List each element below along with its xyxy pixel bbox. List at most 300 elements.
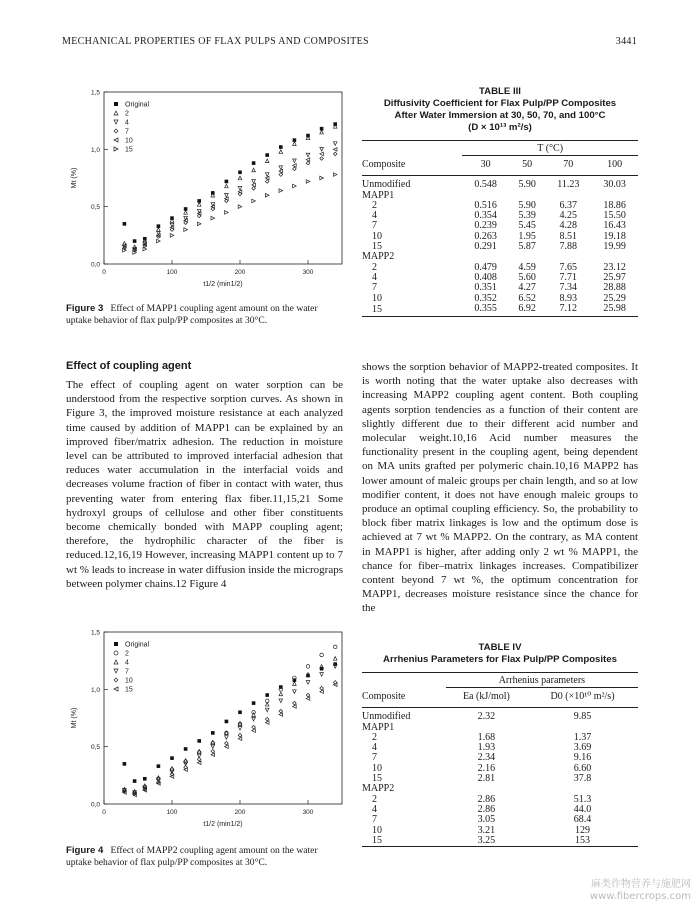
data-point bbox=[279, 150, 283, 154]
table-cell: 18.86 bbox=[603, 199, 626, 211]
legend-entry: Original bbox=[125, 641, 150, 649]
data-point bbox=[197, 749, 201, 753]
legend-marker bbox=[114, 120, 118, 124]
data-point bbox=[279, 189, 283, 193]
legend-marker bbox=[114, 102, 118, 106]
legend-entry: Original bbox=[125, 101, 150, 109]
legend-marker bbox=[114, 147, 118, 151]
data-point bbox=[265, 708, 269, 712]
table-row-label: 2 bbox=[372, 793, 377, 805]
data-point bbox=[184, 747, 188, 751]
table-row-label: MAPP1 bbox=[362, 189, 395, 201]
right-paragraph: shows the sorption behavior of MAPP2-treated composites. It is worth noting that the water uptake also decreases with increasing MAPP2 coupling agent content. Both coupling agents sorption tendencies as a function of their content are slightly different due to their different acid number and molecular weight.10,16 Acid number measures the functionality present in the coupling agent, being dependent on MA units grafted per polymeric chain.10,16 MAPP2 has lower amount of maleic groups per chain length, and so at low modifier content, it does not have enough maleic groups to produce an optimal coupling efficiency. So, the probability to block fiber matrix linkages is low and the optimum dose is achieved at 7 wt % MAPP2. On the contrary, as MA content in MAPP1 is higher, after adding only 2 wt % MAPP1, the chance for fiber–matrix linkages increases. Compatibilizer content beyond 7 wt %, the optimum concentration for MAPP1, decreases moisture resistance since the chance for the bbox=[362, 361, 638, 615]
series-10 bbox=[123, 681, 337, 796]
series-2 bbox=[123, 125, 337, 249]
figure-3-caption bbox=[66, 303, 344, 327]
data-point bbox=[265, 176, 269, 180]
data-point bbox=[279, 713, 283, 717]
figure-3-caption-text: Effect of MAPP1 coupling agent amount on the water uptake behavior of flax pulp/PP composites at 30°C. bbox=[66, 303, 318, 326]
table-row bbox=[362, 826, 638, 836]
table-cell: 8.51 bbox=[559, 230, 578, 242]
data-point bbox=[279, 692, 283, 696]
table-cell: 3.05 bbox=[477, 814, 496, 826]
data-point bbox=[265, 173, 269, 177]
table-row bbox=[362, 191, 638, 201]
table-cell: 6.37 bbox=[559, 199, 578, 211]
table-cell: 4.27 bbox=[518, 282, 536, 294]
table-cell: 2.16 bbox=[477, 762, 496, 774]
table-row-label: MAPP1 bbox=[362, 721, 395, 733]
legend-entry: 7 bbox=[125, 668, 129, 676]
data-point bbox=[320, 157, 324, 161]
table-row bbox=[362, 176, 638, 191]
table-cell: 0.355 bbox=[474, 302, 497, 314]
legend-marker bbox=[114, 138, 118, 142]
table-cell: 15.50 bbox=[603, 210, 626, 222]
data-point bbox=[238, 187, 242, 191]
data-point bbox=[320, 653, 324, 657]
data-point bbox=[279, 699, 283, 703]
data-point bbox=[252, 199, 256, 203]
data-point bbox=[211, 740, 215, 744]
table-cell: 6.52 bbox=[518, 292, 536, 304]
series-4 bbox=[123, 657, 337, 794]
section-heading: Effect of coupling agent bbox=[66, 360, 192, 372]
data-point bbox=[306, 153, 310, 157]
data-point bbox=[252, 725, 256, 729]
table-cell: 68.4 bbox=[573, 814, 592, 826]
figure-3-chart bbox=[62, 84, 352, 294]
table-row bbox=[362, 211, 638, 221]
data-point bbox=[211, 216, 215, 220]
table-3-group-header: T (°C) bbox=[462, 141, 638, 156]
data-point bbox=[265, 193, 269, 197]
table-cell: 1.68 bbox=[477, 731, 496, 743]
table-row bbox=[362, 815, 638, 825]
running-title: MECHANICAL PROPERTIES OF FLAX PULPS AND COMPOSITES bbox=[62, 36, 369, 47]
data-point bbox=[225, 211, 229, 215]
data-point bbox=[265, 721, 269, 725]
legend-entry: 4 bbox=[125, 659, 129, 667]
data-point bbox=[252, 187, 256, 191]
data-point bbox=[184, 759, 188, 763]
data-point bbox=[306, 158, 310, 162]
data-point bbox=[123, 762, 127, 766]
x-axis-label: t1/2 (min1/2) bbox=[203, 821, 243, 828]
data-point bbox=[293, 167, 297, 171]
table-cell: 0.408 bbox=[474, 271, 497, 283]
data-point bbox=[143, 247, 147, 251]
table-cell: 0.351 bbox=[474, 282, 497, 294]
data-point bbox=[306, 697, 310, 701]
table-3-col-100: 100 bbox=[607, 159, 623, 171]
table-cell: 16.43 bbox=[603, 220, 626, 232]
data-point bbox=[197, 203, 201, 207]
figure-3 bbox=[62, 84, 352, 294]
table-row bbox=[362, 294, 638, 304]
data-point bbox=[211, 731, 215, 735]
table-row-label: MAPP2 bbox=[362, 783, 395, 795]
data-point bbox=[293, 690, 297, 694]
table-cell: 9.16 bbox=[573, 752, 592, 764]
legend-entry: 10 bbox=[125, 677, 133, 685]
data-point bbox=[293, 705, 297, 709]
data-point bbox=[238, 710, 242, 714]
table-cell: 25.98 bbox=[603, 302, 626, 314]
table-cell: 2.81 bbox=[477, 773, 496, 785]
table-3-col-30: 30 bbox=[480, 159, 491, 171]
data-point bbox=[225, 720, 229, 724]
data-point bbox=[279, 173, 283, 177]
data-point bbox=[197, 739, 201, 743]
table-cell: 129 bbox=[575, 824, 591, 836]
table-row-label: 7 bbox=[372, 814, 377, 826]
legend-marker bbox=[114, 669, 118, 673]
y-tick-label: 1,0 bbox=[90, 146, 100, 154]
series-10 bbox=[123, 148, 337, 251]
watermark-line-2: www.fibercrops.com bbox=[589, 891, 691, 902]
data-point bbox=[265, 702, 269, 706]
legend-marker bbox=[114, 660, 118, 664]
data-point bbox=[265, 153, 269, 157]
table-row-label: Unmodified bbox=[362, 179, 411, 191]
figure-4-caption-label: Figure 4 bbox=[66, 845, 104, 856]
data-point bbox=[225, 736, 229, 740]
data-point bbox=[333, 173, 337, 177]
data-point bbox=[211, 749, 215, 753]
legend-marker bbox=[114, 111, 118, 115]
x-tick-label: 300 bbox=[302, 809, 314, 816]
x-axis-label: t1/2 (min1/2) bbox=[203, 281, 243, 288]
x-tick-label: 0 bbox=[102, 269, 106, 276]
x-tick-label: 200 bbox=[234, 269, 246, 276]
data-point bbox=[320, 673, 324, 677]
table-cell: 0.479 bbox=[474, 261, 497, 273]
legend-marker bbox=[114, 678, 118, 682]
table-row-label: 4 bbox=[372, 803, 377, 815]
table-row bbox=[362, 774, 638, 784]
data-point bbox=[157, 239, 161, 243]
table-cell: 7.71 bbox=[559, 271, 578, 283]
table-cell: 5.60 bbox=[518, 271, 536, 283]
data-point bbox=[306, 665, 310, 669]
data-point bbox=[170, 767, 174, 771]
data-point bbox=[157, 764, 161, 768]
x-tick-label: 300 bbox=[302, 269, 314, 276]
plot-frame bbox=[104, 632, 342, 804]
table-cell: 0.352 bbox=[474, 292, 497, 304]
table-row bbox=[362, 708, 638, 723]
table-cell: 7.88 bbox=[559, 241, 578, 253]
table-cell: 4.59 bbox=[518, 261, 536, 273]
table-row-label: 7 bbox=[372, 282, 377, 294]
table-cell: 5.90 bbox=[518, 199, 536, 211]
data-point bbox=[225, 193, 229, 197]
table-cell: 19.99 bbox=[603, 241, 626, 253]
table-row-label: 10 bbox=[372, 824, 382, 836]
data-point bbox=[306, 693, 310, 697]
legend-entry: 2 bbox=[125, 650, 129, 658]
data-point bbox=[133, 239, 137, 243]
data-point bbox=[238, 737, 242, 741]
table-cell: 1.95 bbox=[518, 230, 536, 242]
table-row bbox=[362, 805, 638, 815]
data-point bbox=[265, 693, 269, 697]
data-point bbox=[197, 761, 201, 765]
series-7 bbox=[123, 665, 337, 795]
table-row-label: 15 bbox=[372, 241, 382, 253]
table-3-title-1: TABLE III bbox=[479, 86, 521, 97]
table-row bbox=[362, 733, 638, 743]
table-row-label: 4 bbox=[372, 271, 377, 283]
data-point bbox=[306, 180, 310, 184]
data-point bbox=[238, 205, 242, 209]
data-point bbox=[333, 148, 337, 152]
legend-entry: 7 bbox=[125, 128, 129, 136]
legend-entry: 4 bbox=[125, 119, 129, 127]
figure-4 bbox=[62, 624, 352, 834]
table-4-title-2: Arrhenius Parameters for Flax Pulp/PP Composites bbox=[383, 654, 617, 665]
table-cell: 6.60 bbox=[573, 762, 592, 774]
table-3-col-70: 70 bbox=[563, 159, 574, 171]
table-cell: 0.548 bbox=[474, 179, 497, 191]
table-cell: 7.34 bbox=[559, 282, 578, 294]
table-row-label: 2 bbox=[372, 261, 377, 273]
table-row bbox=[362, 252, 638, 262]
data-point bbox=[252, 717, 256, 721]
table-row bbox=[362, 723, 638, 733]
data-point bbox=[252, 701, 256, 705]
y-axis-label: Mt (%) bbox=[71, 167, 78, 189]
table-cell: 0.516 bbox=[474, 199, 497, 211]
data-point bbox=[133, 779, 137, 783]
data-point bbox=[279, 166, 283, 170]
data-point bbox=[225, 745, 229, 749]
page-number: 3441 bbox=[615, 36, 637, 47]
legend-marker bbox=[114, 687, 118, 691]
table-row-label: 4 bbox=[372, 210, 377, 222]
data-point bbox=[252, 180, 256, 184]
table-row bbox=[362, 273, 638, 283]
table-row-label: 2 bbox=[372, 199, 377, 211]
data-point bbox=[184, 228, 188, 232]
data-point bbox=[320, 152, 324, 156]
table-cell: 4.28 bbox=[559, 220, 578, 232]
table-cell: 2.86 bbox=[477, 793, 496, 805]
table-cell: 25.29 bbox=[603, 292, 626, 304]
table-row bbox=[362, 784, 638, 794]
table-cell: 4.25 bbox=[559, 210, 578, 222]
table-4-title-1: TABLE IV bbox=[478, 642, 522, 653]
watermark-line-1: 麻类作物营养与施肥网 bbox=[591, 879, 691, 890]
table-cell: 1.37 bbox=[573, 731, 592, 743]
y-tick-label: 1,0 bbox=[90, 686, 100, 694]
data-point bbox=[279, 169, 283, 173]
x-tick-label: 100 bbox=[166, 269, 178, 276]
data-point bbox=[333, 142, 337, 146]
x-tick-label: 200 bbox=[234, 809, 246, 816]
figure-3-caption-label: Figure 3 bbox=[66, 303, 104, 314]
data-point bbox=[252, 183, 256, 187]
data-point bbox=[293, 184, 297, 188]
table-3-col-50: 50 bbox=[522, 159, 533, 171]
table-cell: 37.8 bbox=[573, 773, 592, 785]
x-tick-label: 0 bbox=[102, 809, 106, 816]
legend-marker bbox=[114, 642, 118, 646]
table-cell: 0.263 bbox=[474, 230, 497, 242]
table-3-col-composite: Composite bbox=[362, 159, 406, 170]
table-row bbox=[362, 304, 638, 317]
data-point bbox=[306, 681, 310, 685]
data-point bbox=[320, 148, 324, 152]
table-cell: 19.18 bbox=[603, 230, 626, 242]
data-point bbox=[143, 777, 147, 781]
table-cell: 3.69 bbox=[573, 742, 592, 754]
table-4-col-ea: Ea (kJ/mol) bbox=[462, 691, 510, 703]
y-tick-label: 0,0 bbox=[90, 801, 100, 809]
table-cell: 5.45 bbox=[518, 220, 536, 232]
table-cell: 30.03 bbox=[603, 179, 626, 191]
legend-entry: 15 bbox=[125, 686, 133, 694]
series-4 bbox=[123, 142, 337, 251]
data-point bbox=[170, 756, 174, 760]
data-point bbox=[279, 709, 283, 713]
table-cell: 7.12 bbox=[559, 302, 578, 314]
data-point bbox=[320, 176, 324, 180]
table-4-group-header: Arrhenius parameters bbox=[446, 673, 638, 688]
table-cell: 23.12 bbox=[603, 261, 626, 273]
table-cell: 9.85 bbox=[573, 711, 592, 723]
legend-marker bbox=[114, 129, 118, 133]
table-cell: 2.34 bbox=[477, 752, 496, 764]
data-point bbox=[225, 184, 229, 188]
table-cell: 0.291 bbox=[474, 241, 497, 253]
data-point bbox=[211, 745, 215, 749]
table-row bbox=[362, 232, 638, 242]
data-point bbox=[157, 228, 161, 232]
table-row bbox=[362, 201, 638, 211]
table-cell: 8.93 bbox=[559, 292, 578, 304]
y-tick-label: 0,0 bbox=[90, 261, 100, 269]
data-point bbox=[333, 152, 337, 156]
data-point bbox=[320, 130, 324, 134]
table-row-label: 15 bbox=[372, 834, 382, 846]
table-3-grid bbox=[362, 140, 638, 317]
table-row bbox=[362, 836, 638, 847]
data-point bbox=[320, 690, 324, 694]
data-point bbox=[293, 159, 297, 163]
table-3-title-3: After Water Immersion at 30, 50, 70, and 100°C bbox=[394, 110, 606, 121]
legend-entry: 10 bbox=[125, 137, 133, 145]
table-3 bbox=[362, 86, 638, 317]
table-cell: 0.354 bbox=[474, 210, 497, 222]
table-cell: 5.90 bbox=[518, 179, 536, 191]
table-row bbox=[362, 743, 638, 753]
data-point bbox=[252, 729, 256, 733]
table-row-label: 10 bbox=[372, 230, 382, 242]
table-row-label: 10 bbox=[372, 292, 382, 304]
plot-frame bbox=[104, 92, 342, 264]
figure-4-caption-text: Effect of MAPP2 coupling agent amount on the water uptake behavior of flax pulp/PP composites at 30°C. bbox=[66, 845, 318, 868]
legend-entry: 2 bbox=[125, 110, 129, 118]
y-axis-label: Mt (%) bbox=[71, 707, 78, 729]
watermark bbox=[590, 879, 691, 903]
table-cell: 7.65 bbox=[559, 261, 578, 273]
running-header bbox=[62, 36, 637, 50]
table-cell: 2.32 bbox=[477, 711, 496, 723]
table-cell: 5.39 bbox=[518, 210, 536, 222]
data-point bbox=[225, 180, 229, 184]
data-point bbox=[293, 164, 297, 168]
data-point bbox=[293, 142, 297, 146]
data-point bbox=[197, 222, 201, 226]
table-row-label: Unmodified bbox=[362, 711, 411, 723]
data-point bbox=[252, 168, 256, 172]
table-row bbox=[362, 283, 638, 293]
table-row-label: 4 bbox=[372, 742, 377, 754]
table-cell: 5.87 bbox=[518, 241, 536, 253]
table-4-col-d0: D0 (×10¹⁰ m²/s) bbox=[550, 691, 615, 703]
data-point bbox=[265, 717, 269, 721]
table-cell: 28.88 bbox=[603, 282, 626, 294]
table-cell: 6.92 bbox=[518, 302, 536, 314]
y-tick-label: 0,5 bbox=[90, 204, 100, 212]
data-point bbox=[238, 733, 242, 737]
table-cell: 3.25 bbox=[477, 834, 496, 846]
y-tick-label: 1,5 bbox=[90, 629, 100, 637]
table-row bbox=[362, 795, 638, 805]
table-4 bbox=[362, 642, 638, 847]
y-tick-label: 0,5 bbox=[90, 744, 100, 752]
data-point bbox=[306, 161, 310, 165]
table-row-label: MAPP2 bbox=[362, 251, 395, 263]
data-point bbox=[293, 682, 297, 686]
table-row bbox=[362, 221, 638, 231]
data-point bbox=[333, 657, 337, 661]
legend-entry: 15 bbox=[125, 146, 133, 154]
data-point bbox=[238, 170, 242, 174]
data-point bbox=[293, 701, 297, 705]
table-row-label: 7 bbox=[372, 220, 377, 232]
table-cell: 25.97 bbox=[603, 271, 626, 283]
table-4-grid bbox=[362, 672, 638, 847]
table-cell: 11.23 bbox=[557, 179, 580, 191]
series-7 bbox=[123, 152, 337, 252]
table-cell: 51.3 bbox=[573, 793, 592, 805]
table-cell: 153 bbox=[575, 834, 591, 846]
table-row bbox=[362, 764, 638, 774]
table-row bbox=[362, 242, 638, 252]
data-point bbox=[279, 145, 283, 149]
table-row-label: 15 bbox=[372, 303, 382, 315]
data-point bbox=[225, 741, 229, 745]
table-row-label: 10 bbox=[372, 762, 382, 774]
table-row bbox=[362, 263, 638, 273]
data-point bbox=[238, 727, 242, 731]
y-tick-label: 1,5 bbox=[90, 89, 100, 97]
data-point bbox=[265, 180, 269, 184]
table-3-title-4: (D × 10¹³ m²/s) bbox=[468, 122, 532, 133]
x-tick-label: 100 bbox=[166, 809, 178, 816]
table-4-col-composite: Composite bbox=[362, 691, 406, 702]
series-original bbox=[123, 119, 337, 243]
table-cell: 1.93 bbox=[477, 742, 496, 754]
table-row-label: 7 bbox=[372, 752, 377, 764]
series-15 bbox=[123, 173, 337, 255]
table-cell: 3.21 bbox=[477, 824, 496, 836]
series-original bbox=[123, 659, 337, 783]
data-point bbox=[333, 645, 337, 649]
